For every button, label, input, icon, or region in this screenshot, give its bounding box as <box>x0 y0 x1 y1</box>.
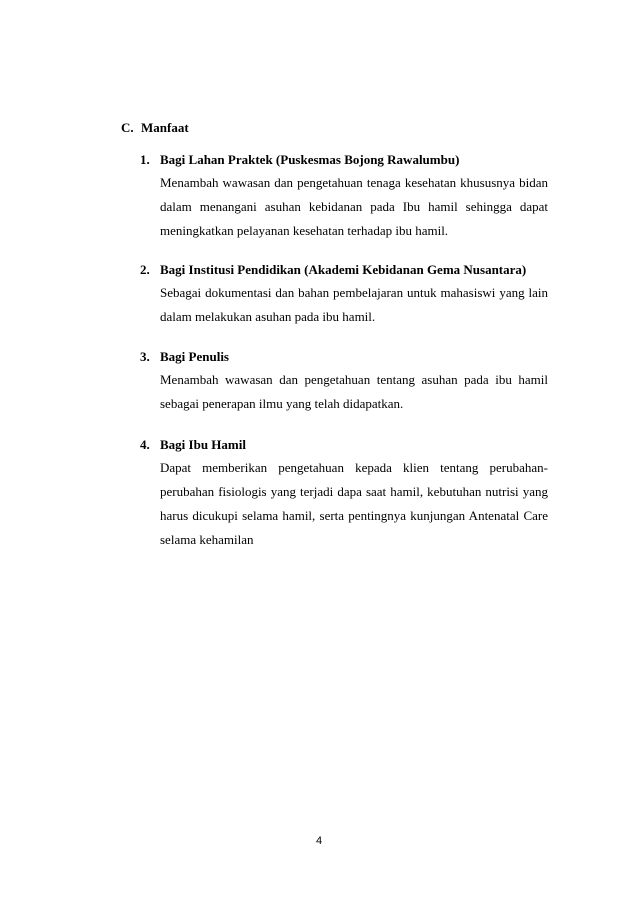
section-title: Manfaat <box>141 120 189 135</box>
list-item-title <box>140 259 548 281</box>
list-item-number: 3. <box>140 349 150 364</box>
list-item-paragraph <box>160 368 548 416</box>
paragraph-line: Menambah wawasan dan pengetahuan tentang asuhan pada ibu hamil <box>160 372 548 387</box>
page-number: 4 <box>315 835 323 847</box>
paragraph-line: sebagai penerapan ilmu yang telah didapatkan. <box>160 396 404 411</box>
paragraph-line: dalam melakukan asuhan pada ibu hamil. <box>160 309 376 324</box>
list-item-lahan-praktek <box>140 149 548 243</box>
paragraph-line: Menambah wawasan dan pengetahuan tenaga kesehatan khususnya bidan <box>160 175 548 190</box>
list-item-title <box>140 346 548 368</box>
paragraph-line: Sebagai dokumentasi dan bahan pembelajaran untuk mahasiswi yang lain <box>160 285 548 300</box>
list-item-number: 4. <box>140 437 150 452</box>
list-item-heading: Bagi Penulis <box>160 349 229 364</box>
list-item-paragraph <box>160 281 548 329</box>
paragraph-line: dalam menangani asuhan kebidanan pada Ibu hamil sehingga dapat <box>160 199 548 214</box>
paragraph-line: Dapat memberikan pengetahuan kepada klien tentang perubahan- <box>160 460 548 475</box>
list-item-paragraph <box>160 171 548 243</box>
paragraph-line: meningkatkan pelayanan kesehatan terhadap ibu hamil. <box>160 223 449 238</box>
paragraph-line: selama kehamilan <box>160 532 254 547</box>
list-item-heading: Bagi Ibu Hamil <box>160 437 246 452</box>
list-item-heading: Bagi Institusi Pendidikan (Akademi Kebidanan Gema Nusantara) <box>160 262 527 277</box>
list-item-paragraph <box>160 456 548 552</box>
list-item-number: 2. <box>140 262 150 277</box>
section-heading <box>121 120 189 136</box>
paragraph-line: perubahan fisiologis yang terjadi dapa saat hamil, kebutuhan nutrisi yang <box>160 484 548 499</box>
paragraph-line: harus dicukupi selama hamil, serta pentingnya kunjungan Antenatal Care <box>160 508 548 523</box>
list-item-number: 1. <box>140 152 150 167</box>
list-item-ibu-hamil <box>140 434 548 552</box>
list-item-penulis <box>140 346 548 416</box>
list-item-title <box>140 149 548 171</box>
list-item-heading: Bagi Lahan Praktek (Puskesmas Bojong Rawalumbu) <box>160 152 460 167</box>
section-letter: C. <box>121 120 134 135</box>
list-item-institusi-pendidikan <box>140 259 548 329</box>
list-item-title <box>140 434 548 456</box>
